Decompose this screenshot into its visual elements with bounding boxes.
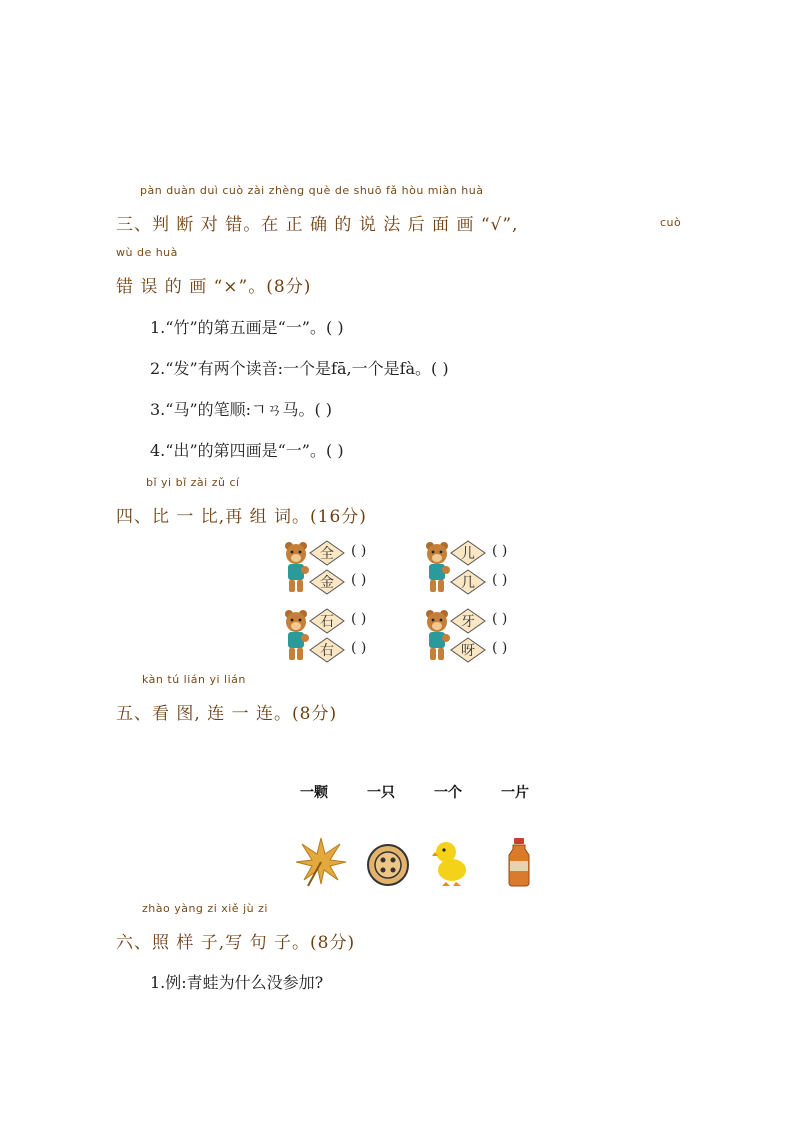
answer-blank[interactable]: ( ): [492, 640, 508, 656]
section3-title-line1: 三、判 断 对 错。在 正 确 的 说 法 后 面 画 “√”,: [116, 215, 519, 235]
section5-title: 五、看 图, 连 一 连。(8分): [116, 704, 338, 724]
button-icon: [366, 843, 410, 887]
bear-icon: [283, 540, 309, 596]
character-box: 右: [309, 637, 345, 663]
question-item-2: 2.“发”有两个读音:一个是fā,一个是fà。( ): [150, 359, 449, 378]
bear-icon: [424, 608, 450, 664]
bottle-icon: [505, 837, 533, 887]
measure-word-3: 一个: [434, 785, 462, 801]
measure-word-2: 一只: [367, 785, 395, 801]
section4-pinyin: bǐ yi bǐ zài zǔ cí: [146, 476, 240, 489]
question-item-3: 3.“马”的笔顺:ㄱㄢ马。( ): [150, 400, 333, 419]
character-box: 牙: [450, 608, 486, 634]
answer-blank[interactable]: ( ): [492, 611, 508, 627]
section6-pinyin: zhào yàng zi xiě jù zi: [142, 902, 268, 915]
duck-icon: [432, 838, 470, 888]
compare-group-2: [424, 540, 508, 600]
question-item-1: 1.“竹”的第五画是“一”。( ): [150, 318, 344, 337]
answer-blank[interactable]: ( ): [351, 543, 367, 559]
section6-title: 六、照 样 子,写 句 子。(8分): [116, 933, 356, 953]
section3-pinyin-line1: pàn duàn duì cuò zài zhèng què de shuō fǎ hòu miàn huà: [140, 184, 484, 197]
character-box: 石: [309, 608, 345, 634]
example-sentence: 1.例:青蛙为什么没参加?: [150, 973, 324, 992]
section3-title-line2: 错 误 的 画 “×”。(8分): [116, 277, 312, 297]
compare-group-3: [283, 608, 367, 668]
section5-pinyin: kàn tú lián yi lián: [142, 673, 246, 686]
measure-word-4: 一片: [501, 785, 529, 801]
compare-group-4: [424, 608, 508, 668]
bear-icon: [424, 540, 450, 596]
character-box: 几: [450, 569, 486, 595]
section3-pinyin-line2: wù de huà: [116, 246, 178, 259]
bear-icon: [283, 608, 309, 664]
answer-blank[interactable]: ( ): [492, 572, 508, 588]
leaf-icon: [294, 836, 348, 888]
answer-blank[interactable]: ( ): [351, 640, 367, 656]
character-box: 儿: [450, 540, 486, 566]
answer-blank[interactable]: ( ): [351, 572, 367, 588]
character-box: 全: [309, 540, 345, 566]
character-box: 呀: [450, 637, 486, 663]
section3-title-tail-pinyin: cuò: [660, 216, 682, 229]
question-item-4: 4.“出”的第四画是“一”。( ): [150, 441, 344, 460]
measure-word-1: 一颗: [300, 785, 328, 801]
answer-blank[interactable]: ( ): [492, 543, 508, 559]
character-box: 金: [309, 569, 345, 595]
answer-blank[interactable]: ( ): [351, 611, 367, 627]
compare-group-1: [283, 540, 367, 600]
section4-title: 四、比 一 比,再 组 词。(16分): [116, 507, 367, 527]
